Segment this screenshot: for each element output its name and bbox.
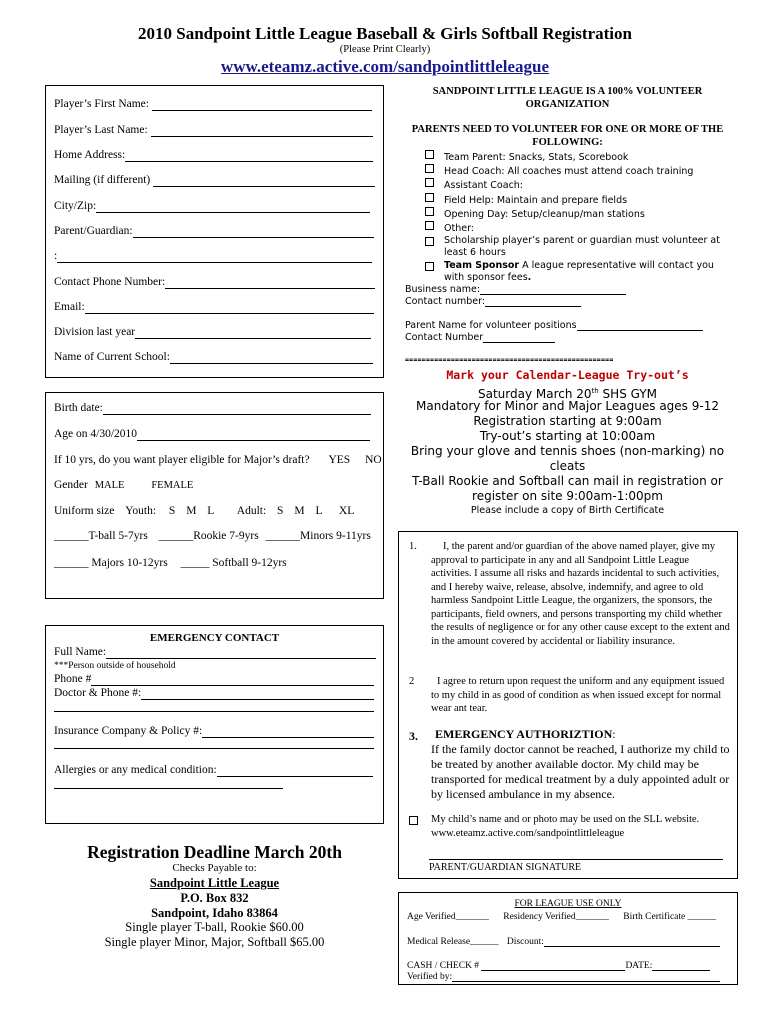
- mailing-label: Mailing (if different): [54, 174, 151, 186]
- extra-line-field[interactable]: [57, 251, 372, 263]
- business-contact-label: Contact number:: [405, 296, 486, 307]
- male-option[interactable]: MALE: [94, 480, 125, 491]
- insurance-field-2[interactable]: [54, 737, 374, 749]
- first-name-field[interactable]: [152, 99, 372, 111]
- adult-size-xl[interactable]: XL: [338, 505, 355, 517]
- birth-date-field[interactable]: [103, 403, 371, 415]
- division-label: Division last year: [54, 326, 136, 338]
- first-name-label: Player’s First Name:: [54, 98, 149, 110]
- checks-payable: Checks Payable to:: [172, 862, 257, 874]
- parent-positions-label: Parent Name for volunteer positions: [405, 320, 577, 331]
- insurance-label: Insurance Company & Policy #:: [54, 725, 203, 737]
- emergency-contact-box: [45, 625, 384, 824]
- female-option[interactable]: FEMALE: [151, 480, 194, 491]
- age-field[interactable]: [137, 429, 370, 441]
- clause-4-text[interactable]: My child’s name and or photo may be used on the SLL website. www.eteamz.active.com/sandpointlittleleague: [431, 814, 700, 839]
- emergency-phone-label: Phone #: [54, 673, 92, 685]
- adult-size-m[interactable]: M: [294, 505, 305, 517]
- checkbox-icon[interactable]: [409, 816, 418, 825]
- clause-2-number: 2: [409, 676, 415, 687]
- tryouts-registration: Registration starting at 9:00am: [473, 414, 662, 428]
- school-label: Name of Current School:: [54, 351, 170, 363]
- residency-verified-field[interactable]: Residency Verified_______: [503, 912, 609, 922]
- po-box: P.O. Box 832: [180, 891, 249, 905]
- cash-check-field[interactable]: [481, 960, 625, 971]
- sponsor-label: Team Sponsor: [444, 259, 520, 271]
- youth-size-s[interactable]: S: [168, 505, 176, 517]
- volunteer-item[interactable]: Head Coach: All coaches must attend coach training: [425, 164, 730, 178]
- league-use-heading: FOR LEAGUE USE ONLY: [514, 899, 622, 909]
- volunteer-heading: SANDPOINT LITTLE LEAGUE IS A 100% VOLUNTEER ORGANIZATION: [432, 86, 703, 110]
- payee-name: Sandpoint Little League: [149, 876, 280, 890]
- emergency-name-field[interactable]: [106, 647, 376, 659]
- date-field[interactable]: [652, 960, 710, 971]
- checkbox-icon[interactable]: [425, 164, 434, 173]
- sponsor-text: A league representative will contact you with sponsor fees: [444, 259, 714, 283]
- date-label: DATE:: [625, 961, 653, 971]
- clause-1-number: 1.: [409, 541, 417, 552]
- player-info-box: [45, 85, 384, 378]
- birth-certificate-field[interactable]: Birth Certificate ______: [623, 912, 717, 922]
- checkbox-icon[interactable]: [425, 237, 434, 246]
- clause-3-number: 3.: [409, 729, 418, 743]
- agreement-box: [398, 531, 738, 879]
- discount-field[interactable]: [544, 936, 720, 947]
- division-softball[interactable]: _____ Softball 9-12yrs: [180, 557, 287, 569]
- volunteer-item[interactable]: Team Parent: Snacks, Stats, Scorebook: [425, 150, 730, 164]
- tryouts-bring: Bring your glove and tennis shoes (non-marking) no cleats: [410, 444, 725, 473]
- majors-question: If 10 yrs, do you want player eligible for Major’s draft?: [54, 454, 310, 466]
- section-separator: ==================================================: [405, 356, 614, 364]
- business-name-label: Business name:: [405, 284, 481, 295]
- allergies-label: Allergies or any medical condition:: [54, 764, 217, 776]
- tryouts-start: Try-out’s starting at 10:00am: [479, 429, 656, 443]
- volunteer-item[interactable]: Opening Day: Setup/cleanup/man stations: [425, 207, 730, 221]
- parent-guardian-field[interactable]: [133, 226, 374, 238]
- payee-city: Sandpoint, Idaho 83864: [151, 906, 278, 920]
- allergies-field-2[interactable]: [54, 777, 283, 789]
- parent-guardian-label: Parent/Guardian:: [54, 225, 133, 237]
- volunteer-item[interactable]: Assistant Coach:: [425, 178, 730, 192]
- volunteer-item[interactable]: Other:: [425, 221, 730, 235]
- clause-2-text: I agree to return upon request the uniform and any equipment issued to my child in as good of condition as when issued except for normal wear ant tear.: [431, 676, 725, 714]
- tryouts-birth-cert: Please include a copy of Birth Certificate: [470, 505, 665, 516]
- adult-size-l[interactable]: L: [315, 505, 323, 517]
- business-name-field[interactable]: [480, 284, 626, 295]
- home-address-field[interactable]: [125, 150, 373, 162]
- email-label: Email:: [54, 301, 85, 313]
- checkbox-icon[interactable]: [425, 193, 434, 202]
- yes-option[interactable]: YES: [328, 454, 351, 466]
- doctor-field-2[interactable]: [54, 700, 374, 712]
- medical-release-field[interactable]: Medical Release______: [407, 937, 499, 947]
- verified-by-label: Verified by:: [407, 972, 453, 982]
- adult-size-s[interactable]: S: [277, 505, 284, 517]
- tryouts-tball: T-Ball Rookie and Softball can mail in registration or register on site 9:00am-1:00pm: [412, 474, 723, 503]
- emergency-phone-field[interactable]: [91, 674, 374, 686]
- tryouts-heading: Mark your Calendar-League Try-out’s: [446, 368, 689, 382]
- division-field[interactable]: [135, 327, 371, 339]
- last-name-field[interactable]: [151, 125, 373, 137]
- volunteer-item[interactable]: Scholarship player’s parent or guardian must volunteer at least 6 hours: [425, 235, 730, 259]
- division-minors[interactable]: ______Minors 9-11yrs: [265, 530, 371, 542]
- emergency-note: ***Person outside of household: [54, 661, 176, 671]
- parent-contact-field[interactable]: [483, 332, 555, 343]
- clause-3-text: EMERGENCY AUTHORIZTION: If the family doctor cannot be reached, I authorize my child to be treated by another available doctor. My child may be transported for medical treatment by a duly appointed adult or by licensed ambulance in my absence.: [431, 727, 730, 801]
- tryouts-mandatory: Mandatory for Minor and Major Leagues ages 9-12: [416, 399, 719, 413]
- fee-tball-rookie: Single player T-ball, Rookie $60.00: [125, 920, 304, 934]
- youth-label: Youth:: [125, 505, 157, 517]
- volunteer-parents: PARENTS NEED TO VOLUNTEER FOR ONE OR MORE OF THE FOLLOWING:: [411, 124, 724, 148]
- age-verified-field[interactable]: Age Verified_______: [407, 912, 489, 922]
- checkbox-icon[interactable]: [425, 221, 434, 230]
- signature-line[interactable]: [429, 859, 723, 860]
- emergency-heading: EMERGENCY CONTACT: [149, 632, 280, 644]
- uniform-size-label: Uniform size: [54, 505, 115, 517]
- clause-1-text: I, the parent and/or guardian of the above named player, give my approval to participate in any and all Sandpoint Little League activities. I assume all risks and hazards incidental to such activities, and I hereby waive, release, absolve, indemnify, and agree to old harmless Sandpoint Little League, the organizers, the sponsors, the participants, field owners, and persons transporting my child whether the results of negligence or for any other cause except to the extent and in the amount covered by accidental or liability insurance.: [431, 541, 730, 647]
- adult-label: Adult:: [236, 505, 267, 517]
- website-link[interactable]: www.eteamz.active.com/sandpointlittleleague: [220, 57, 550, 76]
- player-details-box: [45, 392, 384, 599]
- division-majors[interactable]: ______ Majors 10-12yrs: [54, 557, 168, 569]
- checkbox-icon[interactable]: [425, 262, 434, 271]
- doctor-label: Doctor & Phone #:: [54, 687, 142, 699]
- no-option[interactable]: NO: [365, 454, 382, 466]
- emergency-name-label: Full Name:: [54, 646, 107, 658]
- last-name-label: Player’s Last Name:: [54, 124, 148, 136]
- parent-positions-field[interactable]: [577, 320, 703, 331]
- volunteer-item[interactable]: [425, 260, 730, 284]
- city-zip-label: City/Zip:: [54, 200, 97, 212]
- page-title: 2010 Sandpoint Little League Baseball & Girls Softball Registration: [138, 24, 632, 43]
- youth-size-m[interactable]: M: [186, 505, 197, 517]
- sponsor-dot: .: [527, 271, 532, 283]
- age-label: Age on 4/30/2010: [54, 428, 138, 440]
- volunteer-list: [425, 150, 730, 284]
- verified-by-field[interactable]: [452, 971, 720, 982]
- checkbox-icon[interactable]: [425, 178, 434, 187]
- page-subtitle: (Please Print Clearly): [339, 44, 431, 55]
- city-zip-field[interactable]: [96, 201, 370, 213]
- contact-phone-field[interactable]: [165, 277, 375, 289]
- deadline-title: Registration Deadline March 20th: [87, 842, 342, 862]
- division-rookie[interactable]: ______Rookie 7-9yrs: [158, 530, 259, 542]
- email-field[interactable]: [85, 302, 374, 314]
- mailing-field[interactable]: [153, 175, 375, 187]
- extra-line-label: :: [54, 250, 58, 262]
- volunteer-item[interactable]: Field Help: Maintain and prepare fields: [425, 193, 730, 207]
- signature-label: PARENT/GUARDIAN SIGNATURE: [429, 862, 582, 873]
- fee-minor-major: Single player Minor, Major, Softball $65.00: [104, 935, 325, 949]
- league-use-box: [398, 892, 738, 985]
- school-field[interactable]: [170, 352, 373, 364]
- youth-size-l[interactable]: L: [207, 505, 214, 517]
- home-address-label: Home Address:: [54, 149, 126, 161]
- business-contact-field[interactable]: [485, 296, 581, 307]
- tryouts-date: Saturday March 20th SHS GYM: [477, 387, 658, 401]
- checkbox-icon[interactable]: [425, 207, 434, 216]
- birth-date-label: Birth date:: [54, 402, 103, 414]
- gender-label: Gender: [54, 479, 88, 491]
- checkbox-icon[interactable]: [425, 150, 434, 159]
- contact-phone-label: Contact Phone Number:: [54, 276, 166, 288]
- cash-check-label: CASH / CHECK #: [407, 961, 480, 971]
- parent-contact-label: Contact Number: [405, 332, 484, 343]
- discount-label: Discount:: [506, 937, 544, 947]
- division-tball[interactable]: ______T-ball 5-7yrs: [54, 530, 148, 542]
